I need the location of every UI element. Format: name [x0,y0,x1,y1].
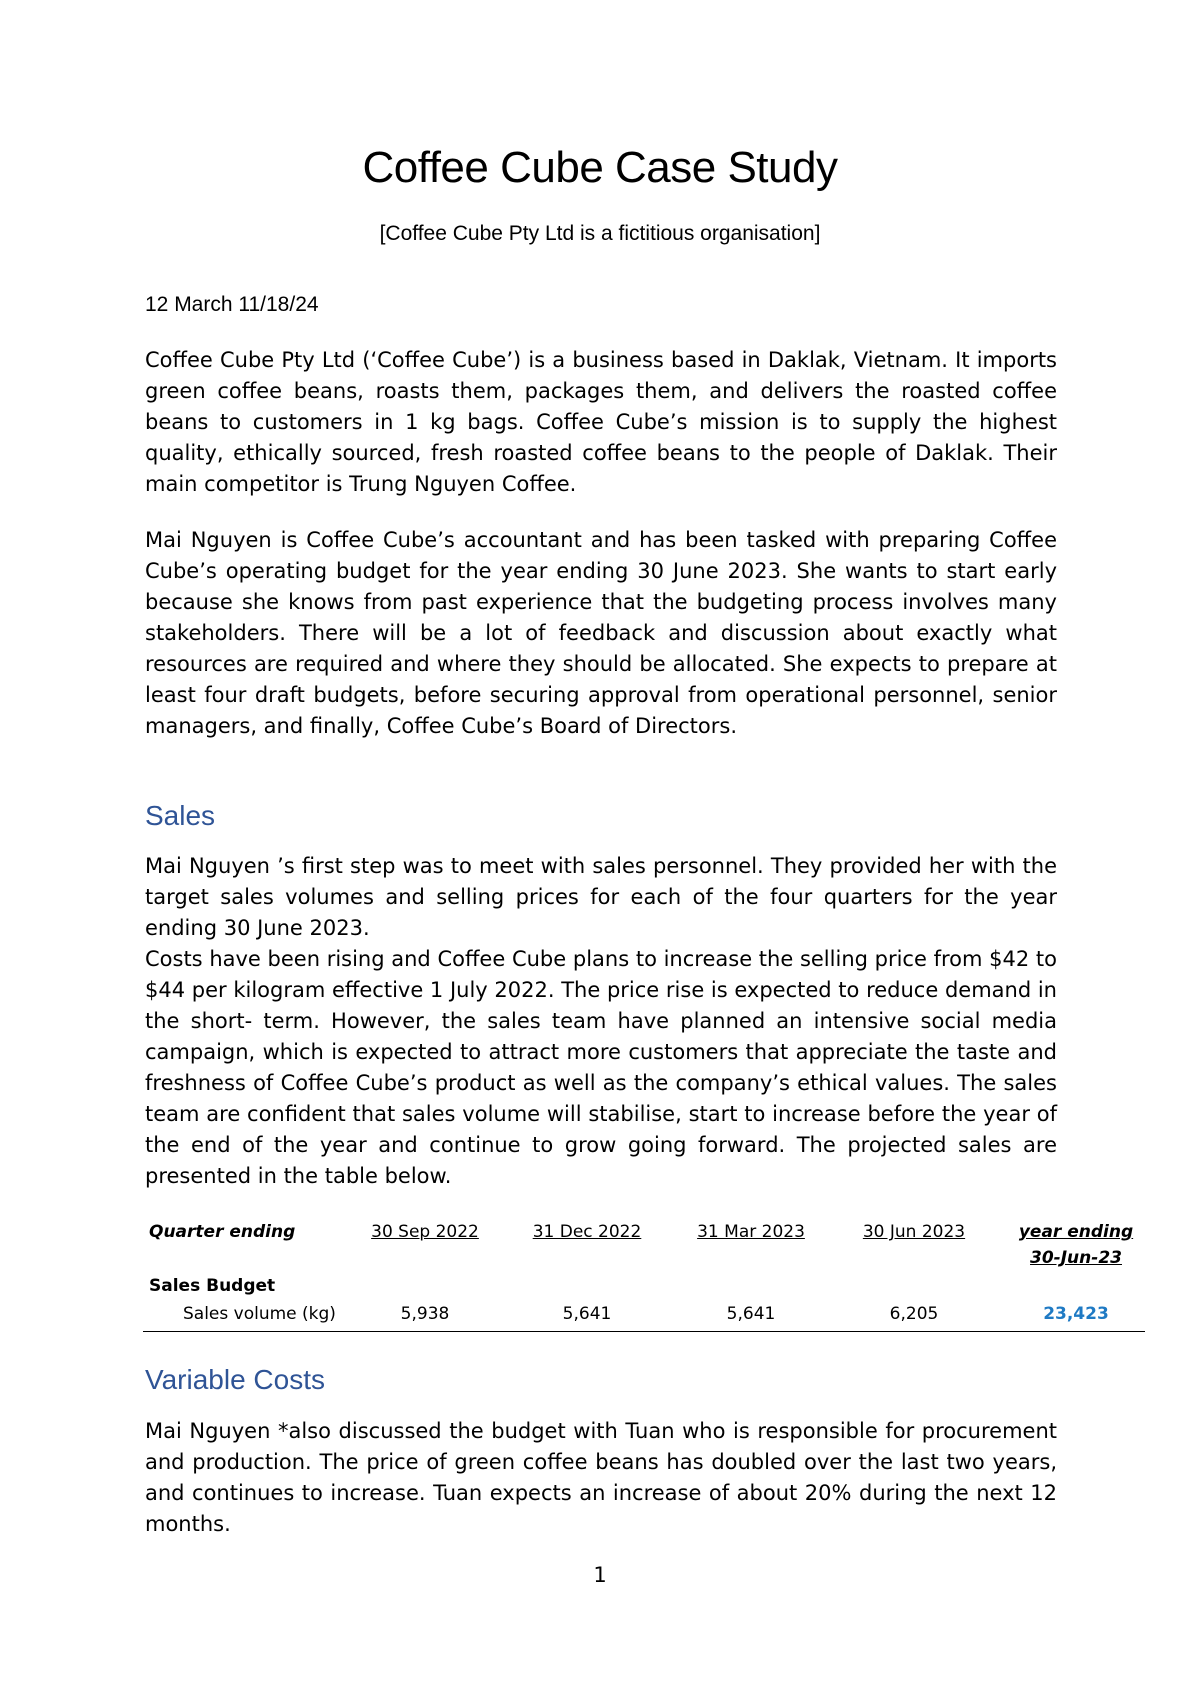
table-cell-q2: 5,641 [562,1304,612,1324]
table-cell-q3: 5,641 [726,1304,776,1324]
table-header-quarter-ending: Quarter ending [149,1222,296,1242]
intro-paragraph-2: Mai Nguyen is Coffee Cube’s accountant and has been tasked with preparing Coffee Cube’s operating budget for the year ending 30 June 2023. She wants to start early because she knows from past experience that the budgeting process involves many stakeholders. There will be a lot of feedback and discussion about exactly what resources are required and where they should be allocated. She expects to prepare at least four draft budgets, before securing approval from operational personnel, senior managers, and finally, Coffee Cube’s Board of Directors. [145,528,1057,738]
document-subtitle: [Coffee Cube Pty Ltd is a fictitious organisation] [379,222,821,245]
table-header-col-3: 31 Mar 2023 [697,1222,805,1242]
document-title: Coffee Cube Case Study [362,143,838,192]
sales-paragraph-2: Costs have been rising and Coffee Cube plans to increase the selling price from $42 to $44 per kilogram effective 1 July 2022. The price rise is expected to reduce demand in the short- term. However, the sales team have planned an intensive social media campaign, which is expected to attract more customers that appreciate the taste and freshness of Coffee Cube’s product as well as the company’s ethical values. The sales team are confident that sales volume will stabilise, start to increase before the year of the end of the year and continue to grow going forward. The projected sales are presented in the table below. [145,947,1057,1188]
sales-heading: Sales [145,800,216,831]
table-header-col-2: 31 Dec 2022 [532,1222,642,1242]
table-header-col-1: 30 Sep 2022 [371,1222,479,1242]
table-row-label: Sales volume (kg) [183,1304,336,1324]
table-cell-q4: 6,205 [889,1304,939,1324]
sales-paragraph-1: Mai Nguyen ’s first step was to meet with sales personnel. They provided her with the target sales volumes and selling prices for each of the four quarters for the year ending 30 June 2023. [145,854,1057,940]
table-header-total-line2: 30-Jun-23 [1030,1248,1122,1268]
table-header-total-line1: year ending [1018,1222,1134,1242]
page-number: 1 [593,1563,607,1587]
table-cell-total: 23,423 [1043,1304,1109,1324]
intro-paragraph-1: Coffee Cube Pty Ltd (‘Coffee Cube’) is a business based in Daklak, Vietnam. It imports green coffee beans, roasts them, packages them, and delivers the roasted coffee beans to customers in 1 kg bags. Coffee Cube’s mission is to supply the highest quality, ethically sourced, fresh roasted coffee beans to the people of Daklak. Their main competitor is Trung Nguyen Coffee. [145,348,1057,496]
table-section-label: Sales Budget [149,1276,276,1296]
variable-costs-heading: Variable Costs [145,1364,326,1395]
sales-budget-table [143,1218,1145,1338]
table-bottom-rule [143,1331,1145,1332]
table-cell-q1: 5,938 [400,1304,450,1324]
table-header-col-4: 30 Jun 2023 [862,1222,966,1242]
document-date: 12 March 11/18/24 [145,293,319,316]
variable-costs-paragraph: Mai Nguyen *also discussed the budget with Tuan who is responsible for procurement and production. The price of green coffee beans has doubled over the last two years, and continues to increase. Tuan expects an increase of about 20% during the next 12 months. [145,1419,1057,1536]
